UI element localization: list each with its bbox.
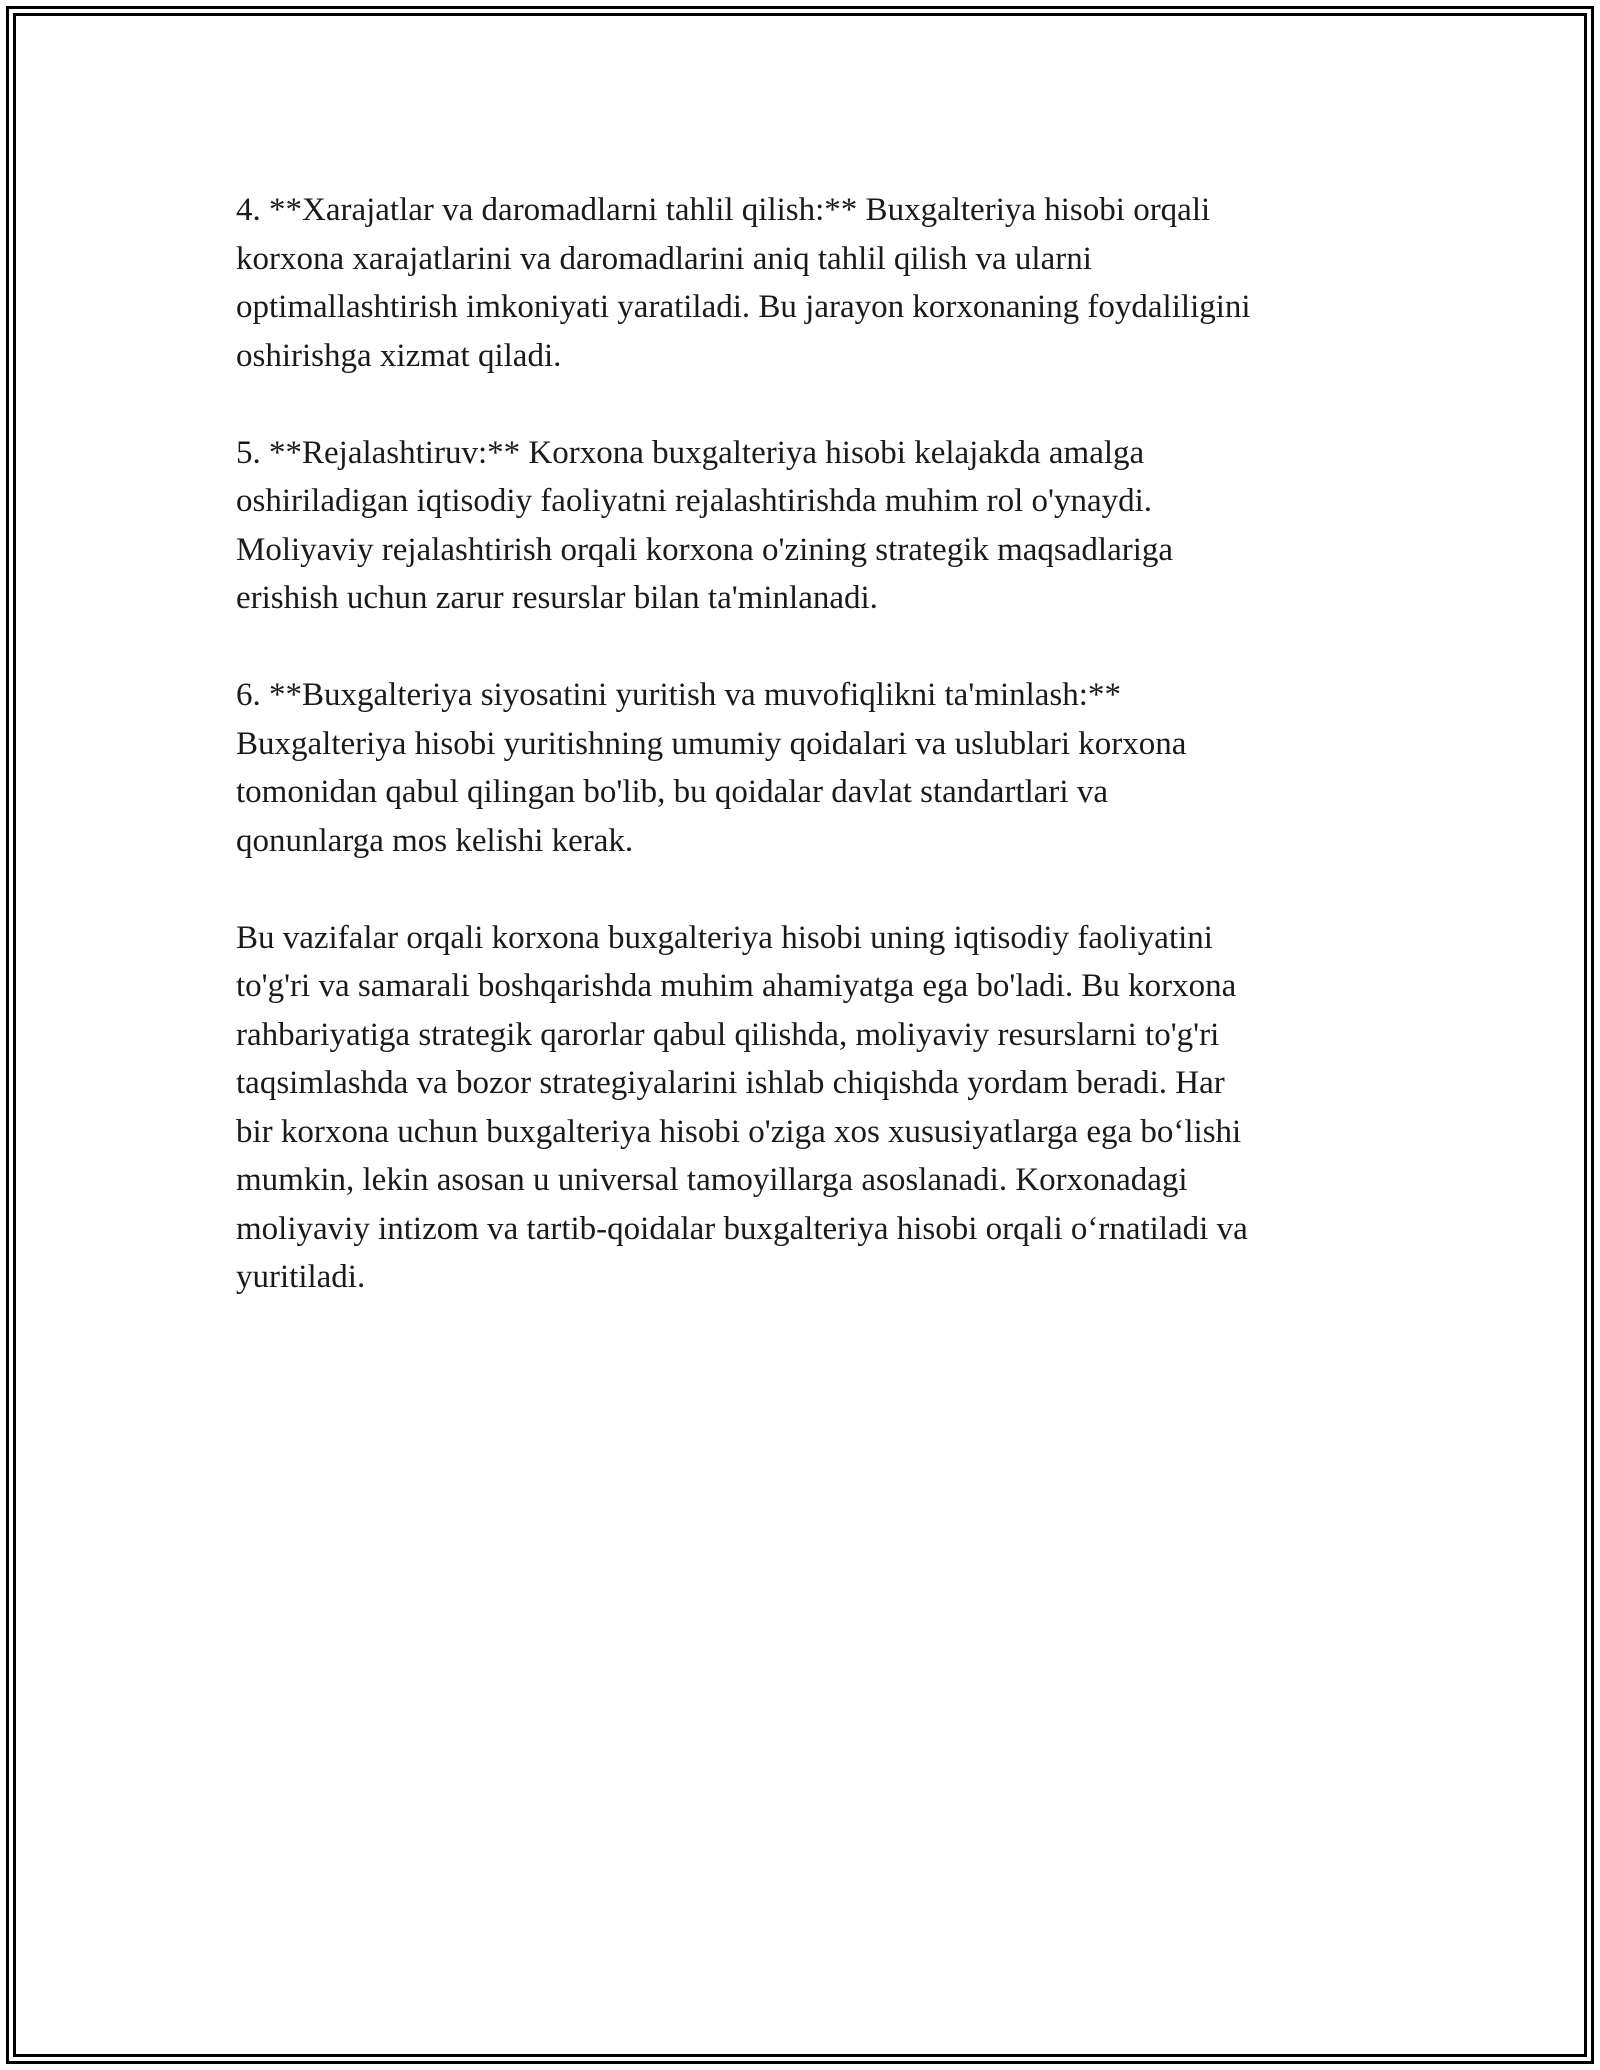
paragraph-item-6: 6. **Buxgalteriya siyosatini yuritish va muvofiqlikni ta'minlash:** Buxgalteriya hisobi yuritishning umumiy qoidalari va uslublari korxona tomonidan qabul qilingan bo'lib, bu qoidalar davlat standartlari va qonunlarga mos kelishi kerak. [236,677,1187,859]
paragraph-conclusion: Bu vazifalar orqali korxona buxgalteriya hisobi uning iqtisodiy faoliyatini to'g'ri va samarali boshqarishda muhim ahamiyatga ega bo'ladi. Bu korxona rahbariyatiga strategik qarorlar qabul qilishda, moliyaviy resurslarni to'g'ri taqsimlashda va bozor strategiyalarini ishlab chiqishda yordam beradi. Har bir korxona uchun buxgalteriya hisobi o'ziga xos xususiyatlarga ega bo‘lishi mumkin, lekin asosan u universal tamoyillarga asoslanadi. Korxonadagi moliyaviy intizom va tartib-qoidalar buxgalteriya hisobi orqali o‘rnatiladi va yuritiladi. [236,919,1248,1295]
paragraph-item-5: 5. **Rejalashtiruv:** Korxona buxgalteriya hisobi kelajakda amalga oshiriladigan iqtisodiy faoliyatni rejalashtirishda muhim rol o'ynaydi. Moliyaviy rejalashtirish orqali korxona o'zining strategik maqsadlariga erishish uchun zarur resurslar bilan ta'minlanadi. [236,434,1174,616]
paragraph-item-4: 4. **Xarajatlar va daromadlarni tahlil qilish:** Buxgalteriya hisobi orqali korxona xarajatlarini va daromadlarini aniq tahlil qilish va ularni optimallashtirish imkoniyati yaratiladi. Bu jarayon korxonaning foydaliligini oshirishga xizmat qiladi. [236,192,1251,374]
document-body [236,186,1376,1350]
